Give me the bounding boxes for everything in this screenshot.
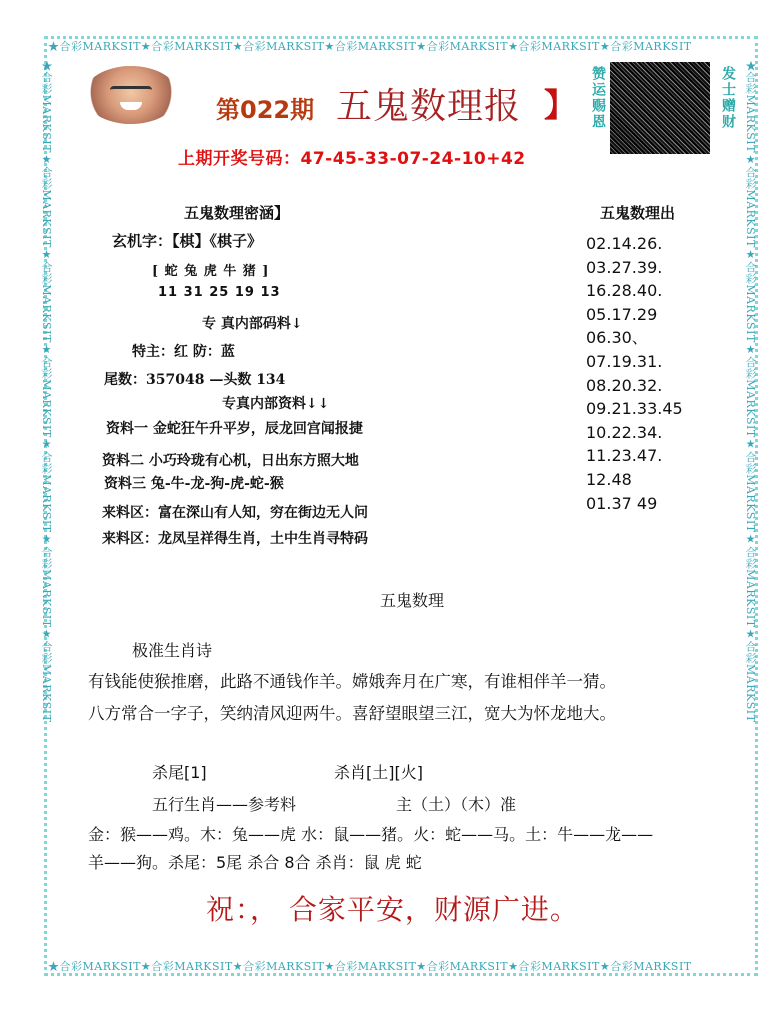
inside-data-heading: 专真内部资料↓↓ (222, 396, 330, 412)
side-slogan-right: 发士赠财 (720, 66, 736, 130)
number-row: 05.17.29 (586, 304, 658, 324)
number-row: 01.37 49 (586, 493, 658, 513)
inside-code-heading: 专 真内部码料↓ (202, 316, 303, 332)
center-heading: 五鬼数理 (380, 591, 445, 610)
five-elements-line-2: 羊——狗。杀尾：5尾 杀合 8合 杀肖：鼠 虎 蛇 (88, 853, 422, 872)
zodiac-numbers: 11 31 25 19 13 (158, 285, 281, 300)
poem-line-1: 有钱能使猴推磨，此路不通钱作羊。嫦娥奔月在广寒，有谁相伴羊一猜。 (88, 672, 616, 691)
zodiac-list: [ 蛇 兔 虎 牛 猪 ] (152, 264, 270, 279)
number-row: 16.28.40. (586, 281, 663, 301)
border-watermark-right: ★合彩MARKSIT★合彩MARKSIT★合彩MARKSIT★合彩MARKSIT★合彩MARKSIT★合彩MARKSIT★合彩MARKSIT (744, 60, 757, 723)
page-title: 五鬼数理报 (336, 86, 522, 127)
five-elements-line-1: 金：猴——鸡。木：兔——虎 水：鼠——猪。火：蛇——马。土：牛——龙—— (88, 825, 654, 844)
poem-title: 极准生肖诗 (132, 641, 213, 660)
data-item-3: 资料三 兔-牛-龙-狗-虎-蛇-猴 (104, 476, 284, 492)
smile-icon (120, 102, 142, 110)
numbers-section-title: 五鬼数理出 (600, 204, 676, 222)
qr-code-image (610, 62, 710, 154)
number-row: 12.48 (586, 469, 632, 489)
number-row: 11.23.47. (586, 446, 663, 466)
kill-tail: 杀尾[1] (152, 763, 207, 782)
source-area-1: 来料区：富在深山有人知，穷在街边无人问 (102, 505, 368, 521)
secret-section-title: 五鬼数理密涵】 (184, 204, 290, 222)
glasses-icon (110, 86, 152, 96)
number-row: 03.27.39. (586, 257, 663, 277)
title-bracket: 】 (544, 86, 577, 124)
tail-head-numbers: 尾数：357048 —头数 134 (104, 372, 286, 388)
portrait-avatar (84, 66, 178, 124)
border-watermark-left: ★合彩MARKSIT★合彩MARKSIT★合彩MARKSIT★合彩MARKSIT★合彩MARKSIT★合彩MARKSIT★合彩MARKSIT (40, 60, 53, 723)
poem-line-2: 八方常合一字子，笑纳清风迎两牛。喜舒望眼望三江，宽大为怀龙地大。 (88, 704, 616, 723)
number-row: 07.19.31. (586, 351, 663, 371)
data-item-1: 资料一 金蛇狂午升平岁，辰龙回宫闻报捷 (106, 421, 363, 437)
five-elements-heading: 五行生肖——参考料 (152, 795, 297, 814)
mystery-word: 玄机字：【棋】《棋子》 (112, 232, 263, 250)
data-item-2: 资料二 小巧玲珑有心机，日出东方照大地 (102, 453, 359, 469)
issue-number: 第022期 (216, 96, 315, 124)
number-row: 09.21.33.45 (586, 399, 683, 419)
number-row: 02.14.26. (586, 234, 663, 253)
blessing-text: 祝：， 合家平安，财源广进。 (206, 893, 579, 926)
number-row: 08.20.32. (586, 375, 663, 395)
side-slogan-left: 赞运赐恩 (590, 66, 606, 130)
special-main-color: 特主：红 防：蓝 (132, 344, 235, 360)
number-row: 10.22.34. (586, 422, 663, 442)
border-watermark-bottom: ★合彩MARKSIT★合彩MARKSIT★合彩MARKSIT★合彩MARKSIT★合彩MARKSIT★合彩MARKSIT★合彩MARKSIT (48, 960, 692, 973)
kill-zodiac: 杀肖[土][火] (334, 763, 423, 782)
number-list (586, 232, 683, 515)
border-watermark-top: ★合彩MARKSIT★合彩MARKSIT★合彩MARKSIT★合彩MARKSIT★合彩MARKSIT★合彩MARKSIT★合彩MARKSIT (48, 40, 692, 53)
number-row: 06.30、 (586, 328, 648, 348)
source-area-2: 来料区：龙凤呈祥得生肖，土中生肖寻特码 (102, 531, 368, 547)
main-element: 主（土）（木）准 (396, 795, 517, 814)
last-draw-numbers: 上期开奖号码：47-45-33-07-24-10+42 (178, 149, 526, 169)
